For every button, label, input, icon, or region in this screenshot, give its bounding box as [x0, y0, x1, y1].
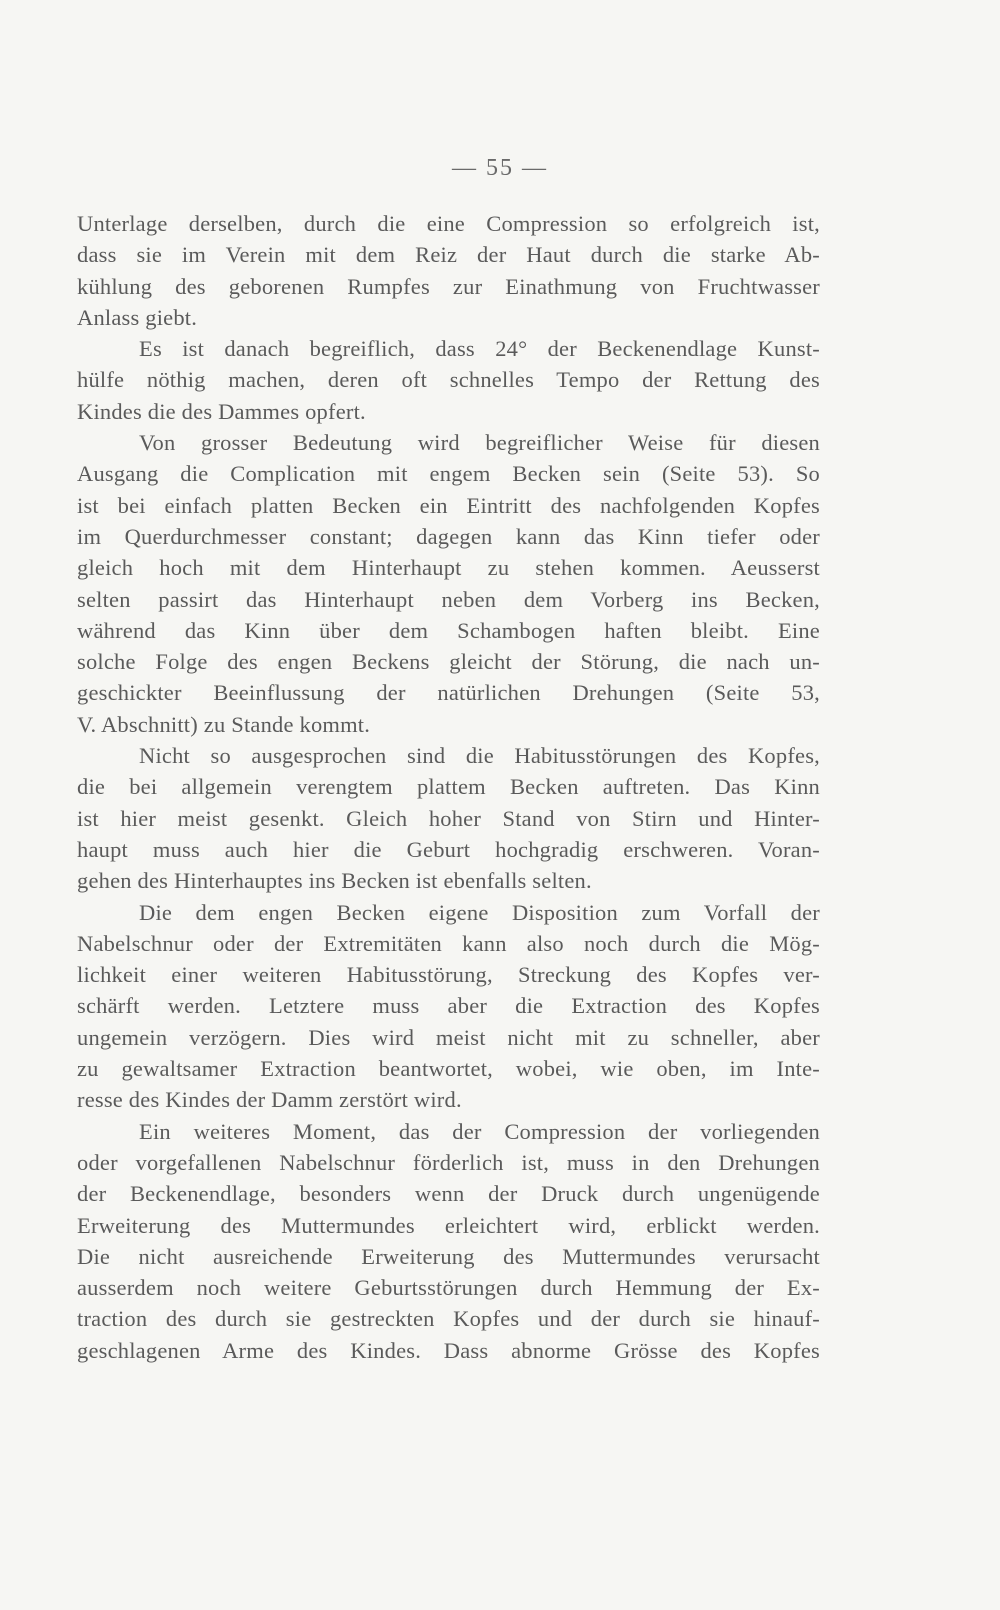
- text-line: haupt muss auch hier die Geburt hochgradig erschweren. Voran-: [77, 836, 820, 862]
- text-line: Von grosser Bedeutung wird begreiflicher Weise für diesen: [139, 430, 820, 456]
- text-line: hülfe nöthig machen, deren oft schnelles Tempo der Rettung des: [77, 367, 820, 393]
- text-line: ungemein verzögern. Dies wird meist nicht mit zu schneller, aber: [77, 1024, 820, 1050]
- text-line: geschickter Beeinflussung der natürlichen Drehungen (Seite 53,: [77, 680, 820, 706]
- text-line: Es ist danach begreiflich, dass 24° der Beckenendlage Kunst-: [139, 336, 820, 362]
- text-line: Unterlage derselben, durch die eine Compression so erfolgreich ist,: [77, 211, 820, 236]
- text-line: traction des durch sie gestreckten Kopfes und der durch sie hinauf-: [77, 1306, 820, 1332]
- text-line: ist hier meist gesenkt. Gleich hoher Stand von Stirn und Hinter-: [77, 805, 820, 831]
- text-line: solche Folge des engen Beckens gleicht der Störung, die nach un-: [77, 649, 820, 675]
- text-line: ausserdem noch weitere Geburtsstörungen durch Hemmung der Ex-: [77, 1275, 820, 1301]
- text-line: schärft werden. Letztere muss aber die Extraction des Kopfes: [77, 993, 820, 1019]
- text-line: zu gewaltsamer Extraction beantwortet, wobei, wie oben, im Inte-: [77, 1056, 820, 1082]
- text-line: resse des Kindes der Damm zerstört wird.: [77, 1087, 462, 1113]
- text-line: im Querdurchmesser constant; dagegen kann das Kinn tiefer oder: [77, 523, 820, 549]
- text-line: Ein weiteres Moment, das der Compression der vorliegenden: [139, 1118, 820, 1144]
- text-line: Die nicht ausreichende Erweiterung des Muttermundes verursacht: [77, 1243, 820, 1269]
- text-line: dass sie im Verein mit dem Reiz der Haut durch die starke Ab-: [77, 242, 820, 268]
- text-line: V. Abschnitt) zu Stande kommt.: [77, 711, 371, 737]
- text-line: ist bei einfach platten Becken ein Eintritt des nachfolgenden Kopfes: [77, 492, 820, 518]
- text-line: der Beckenendlage, besonders wenn der Druck durch ungenügende: [77, 1181, 820, 1207]
- text-line: gleich hoch mit dem Hinterhaupt zu stehen kommen. Aeusserst: [77, 555, 820, 581]
- text-line: Ausgang die Complication mit engem Becken sein (Seite 53). So: [77, 461, 820, 487]
- text-line: oder vorgefallenen Nabelschnur förderlich ist, muss in den Drehungen: [77, 1149, 820, 1175]
- text-line: die bei allgemein verengtem plattem Becken auftreten. Das Kinn: [77, 774, 820, 800]
- text-line: während das Kinn über dem Schambogen haften bleibt. Eine: [77, 617, 820, 643]
- text-line: geschlagenen Arme des Kindes. Dass abnorme Grösse des Kopfes: [77, 1337, 820, 1363]
- text-line: selten passirt das Hinterhaupt neben dem Vorberg ins Becken,: [77, 586, 820, 612]
- body-text: [77, 208, 820, 1366]
- text-line: Nabelschnur oder der Extremitäten kann also noch durch die Mög-: [77, 930, 820, 956]
- text-line: Erweiterung des Muttermundes erleichtert wird, erblickt werden.: [77, 1212, 820, 1238]
- text-line: Anlass giebt.: [77, 304, 198, 330]
- text-line: kühlung des geborenen Rumpfes zur Einathmung von Fruchtwasser: [77, 273, 820, 299]
- text-line: Kindes die des Dammes opfert.: [77, 398, 366, 424]
- text-line: lichkeit einer weiteren Habitusstörung, Streckung des Kopfes ver-: [77, 962, 820, 988]
- text-line: Nicht so ausgesprochen sind die Habitusstörungen des Kopfes,: [139, 743, 820, 769]
- page-number: — 55 —: [452, 155, 548, 181]
- text-line: Die dem engen Becken eigene Disposition zum Vorfall der: [139, 899, 820, 925]
- text-line: gehen des Hinterhauptes ins Becken ist ebenfalls selten.: [77, 868, 592, 894]
